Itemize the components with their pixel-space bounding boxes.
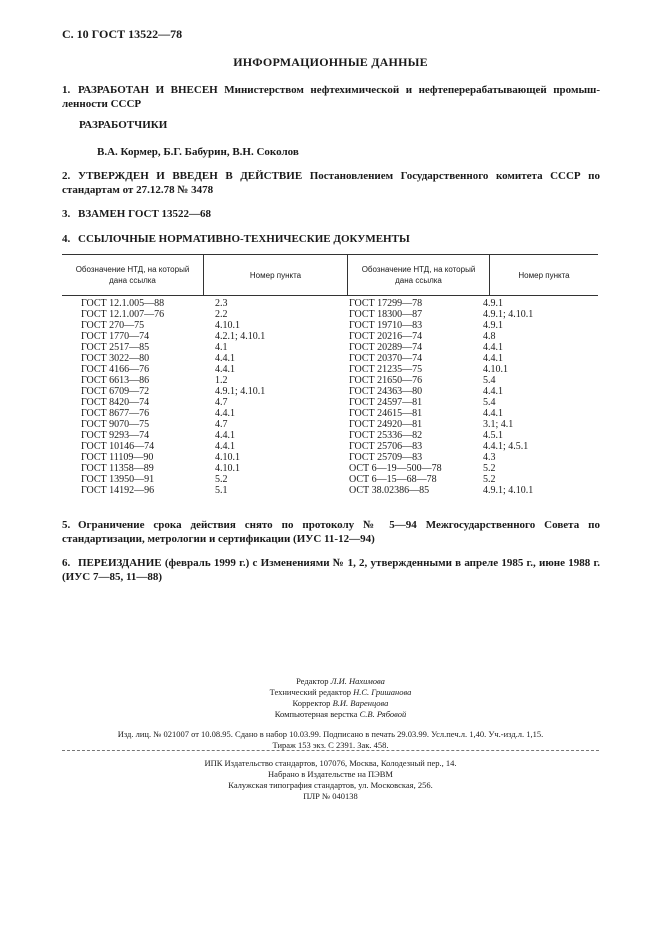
section-5 [62, 518, 600, 546]
col-header-doc-right: Обозначение НТД, на который дана ссылка [348, 255, 490, 296]
section-5-number: 5. [62, 519, 71, 531]
section-3 [62, 207, 600, 221]
imprint-line-2: Тираж 153 экз. С 2391. Зак. 458. [272, 740, 389, 750]
page-title: ИНФОРМАЦИОННЫЕ ДАННЫЕ [233, 55, 428, 69]
publisher-line-3: Калужская типография стандартов, ул. Московская, 256. [228, 780, 433, 790]
references-table [62, 254, 598, 296]
credits-block [0, 676, 661, 720]
table-col-item-left: 2.3 2.2 4.10.1 4.2.1; 4.10.1 4.1 4.4.1 4.4.1 1.2 4.9.1; 4.10.1 4.7 4.4.1 4.7 4.4.1 4.4.1 4.10.1 4.10.1 5.2 5.1 [215, 298, 266, 496]
section-1-lead: РАЗРАБОТАН И ВНЕСЕН [78, 84, 218, 96]
credit-tech-editor: Технический редактор Н.С. Гришанова [269, 687, 412, 697]
table-col-doc-right: ГОСТ 17299—78 ГОСТ 18300—87 ГОСТ 19710—83 ГОСТ 20216—74 ГОСТ 20289—74 ГОСТ 20370—74 ГОСТ 21235—75 ГОСТ 21650—76 ГОСТ 24363—80 ГОСТ 24597—81 ГОСТ 24615—81 ГОСТ 24920—81 ГОСТ 25336—82 ГОСТ 25706—83 ГОСТ 25709—83 ОСТ 6—19—500—78 ОСТ 6—15—68—78 ОСТ 38.02386—85 [349, 298, 442, 496]
publisher-block [0, 758, 661, 802]
publisher-line-1: ИПК Издательство стандартов, 107076, Москва, Колодезный пер., 14. [204, 758, 457, 768]
section-6-text: (февраль 1999 г.) с Изменениями № 1, 2, утвержденными в апреле 1985 г., июне 1988 г. (ИУС 7—85, 11—88) [62, 557, 600, 583]
section-6 [62, 556, 600, 584]
credit-editor: Редактор Л.И. Нахимова [296, 676, 385, 686]
developers-names: В.А. Кормер, Б.Г. Бабурин, В.Н. Соколов [97, 146, 299, 158]
page-header: С. 10 ГОСТ 13522—78 [62, 27, 183, 41]
table-col-item-right: 4.9.1 4.9.1; 4.10.1 4.9.1 4.8 4.4.1 4.4.1 4.10.1 5.4 4.4.1 5.4 4.4.1 3.1; 4.1 4.5.1 4.4.1; 4.5.1 4.3 5.2 5.2 4.9.1; 4.10.1 [483, 298, 534, 496]
section-2 [62, 169, 600, 197]
section-4-number: 4. [62, 233, 71, 245]
section-1 [62, 83, 600, 111]
col-header-item-right: Номер пункта [490, 255, 599, 296]
section-6-lead: ПЕРЕИЗДАНИЕ [78, 557, 162, 569]
section-3-text: ВЗАМЕН ГОСТ 13522—68 [78, 208, 212, 220]
section-1-number: 1. [62, 84, 71, 96]
section-3-number: 3. [62, 208, 71, 220]
section-4 [62, 232, 600, 246]
section-2-text: Постановлением Государственного комитета СССР по стандартам от 27.12.78 № 3478 [62, 170, 601, 196]
imprint-divider [62, 750, 599, 751]
publisher-line-4: ПЛР № 040138 [303, 791, 358, 801]
section-5-text: Ограничение срока действия снято по протоколу № 5—94 Межгосударственного Совета по стандартизации, метрологии и сертификации (ИУС 11-12—94) [62, 519, 600, 545]
publisher-line-2: Набрано в Издательстве на ПЭВМ [268, 769, 393, 779]
credit-layout: Компьютерная верстка С.В. Рябовой [274, 709, 407, 719]
col-header-doc-left: Обозначение НТД, на который дана ссылка [62, 255, 204, 296]
col-header-item-left: Номер пункта [204, 255, 348, 296]
section-1-text: Министерством нефтехимической и нефтеперерабатывающей промыш-ленности СССР [62, 84, 600, 110]
section-2-number: 2. [62, 170, 71, 182]
developers-heading: РАЗРАБОТЧИКИ [79, 119, 168, 131]
table-header-row [62, 255, 598, 296]
imprint-line-1: Изд. лиц. № 021007 от 10.08.95. Сдано в набор 10.03.99. Подписано в печать 29.03.99. Усл.печ.л. 1,40. Уч.-изд.л. 1,15. [117, 729, 544, 739]
section-6-number: 6. [62, 557, 71, 569]
table-col-doc-left: ГОСТ 12.1.005—88 ГОСТ 12.1.007—76 ГОСТ 270—75 ГОСТ 1770—74 ГОСТ 2517—85 ГОСТ 3022—80 ГОСТ 4166—76 ГОСТ 6613—86 ГОСТ 6709—72 ГОСТ 8420—74 ГОСТ 8677—76 ГОСТ 9070—75 ГОСТ 9293—74 ГОСТ 10146—74 ГОСТ 11109—90 ГОСТ 11358—89 ГОСТ 13950—91 ГОСТ 14192—96 [81, 298, 165, 496]
section-4-text: ССЫЛОЧНЫЕ НОРМАТИВНО-ТЕХНИЧЕСКИЕ ДОКУМЕНТЫ [78, 233, 410, 245]
section-2-lead: УТВЕРЖДЕН И ВВЕДЕН В ДЕЙСТВИЕ [78, 170, 303, 182]
credit-corrector: Корректор В.И. Варенцова [292, 698, 389, 708]
